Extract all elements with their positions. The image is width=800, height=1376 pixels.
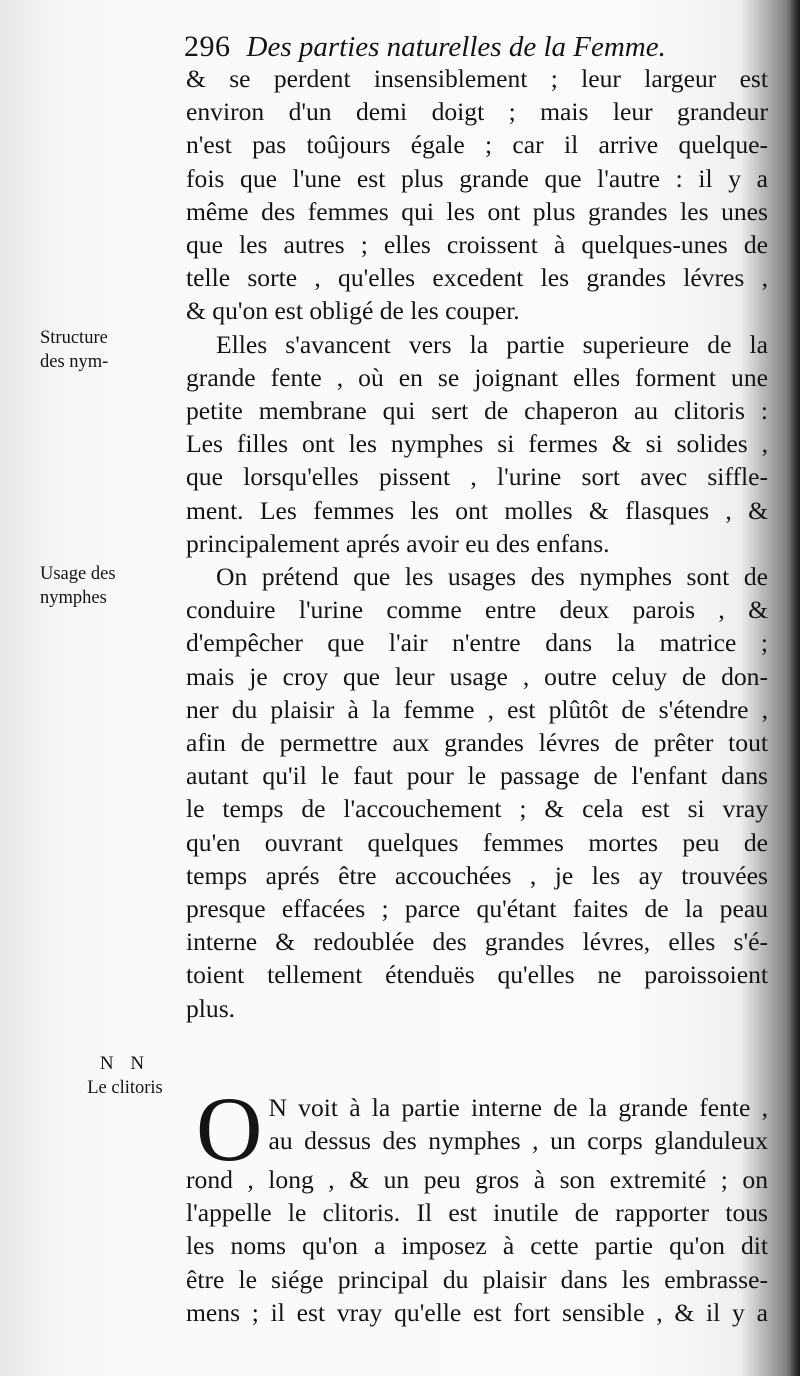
drop-cap: O (196, 1077, 263, 1180)
page-binding-shadow (786, 0, 800, 1376)
text-line: conduire l'urine comme entre deux parois , & (186, 595, 768, 625)
text-line: mais je croy que leur usage , outre celuy de don- (186, 661, 768, 691)
margin-note-line: N N (99, 1053, 151, 1074)
text-line: telle sorte , qu'elles excedent les grandes lévres , (186, 263, 768, 293)
text-line: Les filles ont les nymphes si fermes & si solides , (186, 429, 768, 459)
body-text (186, 62, 768, 1329)
paragraph-structure (186, 328, 768, 560)
text-line: rond , long , & un peu gros à son extremité ; on (186, 1164, 768, 1194)
running-head: Des parties naturelles de la Femme. (246, 31, 666, 63)
text-line: les noms qu'on a imposez à cette partie qu'on dit (186, 1231, 768, 1261)
text-line: principalement aprés avoir eu des enfans. (186, 528, 610, 558)
paragraph-clitoris (186, 1077, 768, 1329)
text-line: presque effacées ; parce qu'étant faites de la peau (186, 894, 768, 924)
text-line: même des femmes qui les ont plus grandes les unes (186, 196, 768, 226)
margin-note-line: Usage des (40, 564, 116, 584)
text-line: N voit à la partie interne de la grande fente , (268, 1092, 768, 1122)
text-line: & se perdent insensiblement ; leur largeur est (186, 64, 768, 93)
text-line: au dessus des nymphes , un corps glanduleux (268, 1126, 768, 1156)
text-line: Elles s'avancent vers la partie superieure de la (216, 329, 768, 359)
text-line: ner du plaisir à la femme , est plûtôt de s'étendre , (186, 694, 768, 724)
text-line: le temps de l'accouchement ; & cela est si vray (186, 794, 768, 824)
margin-note-clitoris (60, 1052, 190, 1100)
margin-note-structure (40, 326, 180, 374)
text-line: interne & redoublée des grandes lévres, elles s'é- (186, 927, 768, 957)
text-line: plus. (186, 993, 236, 1023)
section-gap (186, 1025, 768, 1091)
text-line: toient tellement étenduës qu'elles ne paroissoient (186, 960, 768, 990)
margin-note-line: nymphes (40, 588, 107, 608)
text-line: l'appelle le clitoris. Il est inutile de rapporter tous (186, 1198, 768, 1228)
margin-note-line: Le clitoris (87, 1078, 163, 1098)
text-line: être le siége principal du plaisir dans les embrasse- (186, 1264, 768, 1294)
margin-note-line: Structure (40, 328, 108, 348)
page-header (184, 30, 666, 66)
margin-note-line: des nym- (40, 352, 109, 372)
text-line: grande fente , où en se joignant elles forment une (186, 362, 768, 392)
text-line: afin de permettre aux grandes lévres de prêter tout (186, 728, 768, 758)
paragraph-continuation (186, 62, 768, 328)
text-line: ment. Les femmes les ont molles & flasques , & (186, 495, 768, 525)
margin-note-usage (40, 562, 182, 610)
text-line: fois que l'une est plus grande que l'autre : il y a (186, 163, 768, 193)
text-line: que les autres ; elles croissent à quelques-unes de (186, 230, 768, 260)
text-line: qu'en ouvrant quelques femmes mortes peu de (186, 827, 768, 857)
paragraph-usage (186, 560, 768, 1025)
text-line: d'empêcher que l'air n'entre dans la matrice ; (186, 628, 768, 658)
text-line: On prétend que les usages des nymphes sont de (216, 562, 768, 592)
text-line: environ d'un demi doigt ; mais leur grandeur (186, 97, 768, 127)
text-line: que lorsqu'elles pissent , l'urine sort avec siffle- (186, 462, 768, 492)
text-line: mens ; il est vray qu'elle est fort sensible , & il y a (186, 1297, 768, 1327)
text-line: & qu'on est obligé de les couper. (186, 296, 520, 326)
page-number: 296 (184, 30, 231, 63)
text-line: temps aprés être accouchées , je les ay trouvées (186, 860, 768, 890)
text-line: autant qu'il le faut pour le passage de l'enfant dans (186, 761, 768, 791)
text-line: n'est pas toûjours égale ; car il arrive quelque- (186, 130, 768, 160)
text-line: petite membrane qui sert de chaperon au clitoris : (186, 396, 768, 426)
